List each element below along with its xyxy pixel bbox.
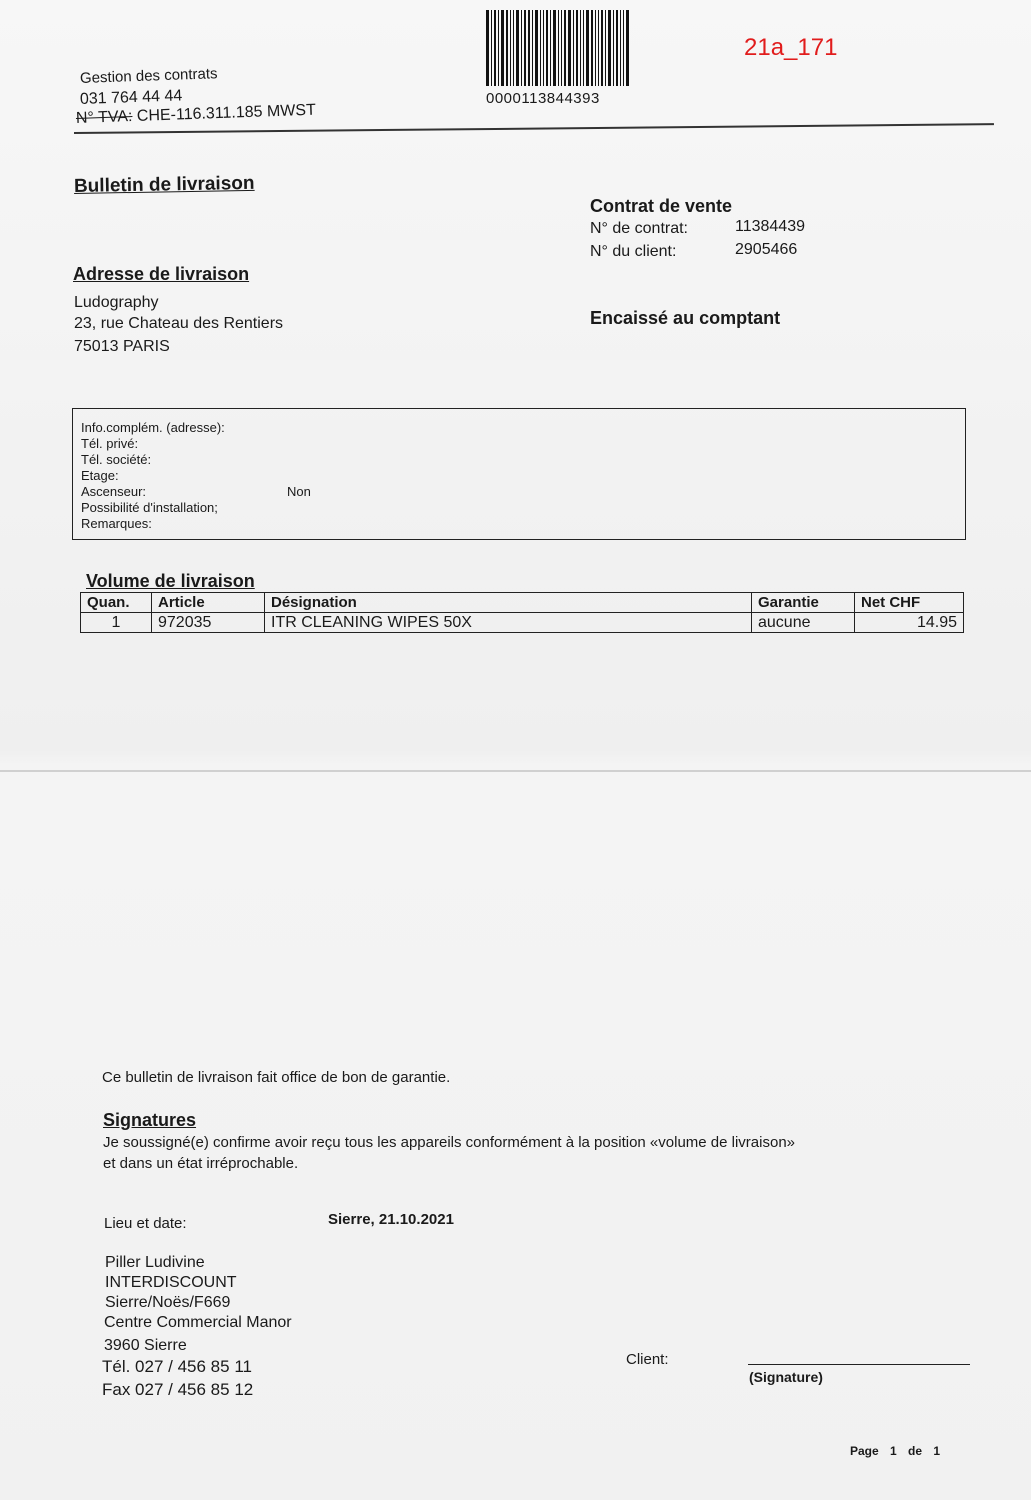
barcode-bar xyxy=(605,10,606,86)
barcode-bar xyxy=(586,10,589,86)
col-quantity: Quan. xyxy=(81,593,152,613)
cell-quantity: 1 xyxy=(81,613,152,633)
barcode-bar xyxy=(558,10,559,86)
barcode-bar xyxy=(532,10,533,86)
tel-company-label: Tél. société: xyxy=(81,452,152,467)
barcode-bar xyxy=(616,10,618,86)
barcode-bar xyxy=(543,10,544,86)
delivery-address-heading: Adresse de livraison xyxy=(73,264,250,284)
barcode-bar xyxy=(528,10,530,86)
barcode-bar xyxy=(580,10,581,86)
tva-label: N° TVA: xyxy=(75,108,133,127)
col-guarantee: Garantie xyxy=(752,593,855,613)
floor-label: Etage: xyxy=(81,468,119,483)
remarks-label: Remarques: xyxy=(81,516,152,531)
barcode-bar xyxy=(513,10,514,86)
barcode-bar xyxy=(535,10,538,86)
payment-status: Encaissé au comptant xyxy=(590,308,781,328)
fold-line xyxy=(0,770,1031,772)
client-signature-label: Client: xyxy=(626,1351,669,1368)
barcode-bar xyxy=(626,10,629,86)
seller-name: Piller Ludivine xyxy=(105,1254,205,1271)
col-article: Article xyxy=(152,593,265,613)
barcode-bar xyxy=(550,10,551,86)
place-date-value: Sierre, 21.10.2021 xyxy=(328,1211,454,1228)
barcode-bar xyxy=(546,10,548,86)
confirm-line-1: Je soussigné(e) confirme avoir reçu tous les appareils conformément à la position «volume de livraison» xyxy=(103,1134,796,1151)
barcode-bar xyxy=(573,10,574,86)
header-phone: 031 764 44 44 xyxy=(79,87,183,108)
barcode-bar xyxy=(608,10,611,86)
barcode-bar xyxy=(623,10,624,86)
store-name: INTERDISCOUNT xyxy=(105,1274,237,1291)
contract-heading: Contrat de vente xyxy=(590,196,733,216)
stamp-tag: 21a_171 xyxy=(744,34,838,61)
client-number: 2905466 xyxy=(735,241,798,258)
cell-net: 14.95 xyxy=(855,613,964,633)
client-number-label: N° du client: xyxy=(590,243,677,260)
barcode-bar xyxy=(540,10,541,86)
install-label: Possibilité d'installation; xyxy=(81,500,218,515)
contract-number: 11384439 xyxy=(735,218,805,235)
signature-line xyxy=(748,1364,970,1365)
info-address-label: Info.complém. (adresse): xyxy=(81,420,225,435)
elevator-label: Ascenseur: xyxy=(81,484,147,499)
barcode-bar xyxy=(591,10,593,86)
barcode-bar xyxy=(498,10,499,86)
barcode-bar xyxy=(601,10,603,86)
header-rule xyxy=(74,123,994,134)
place-date-label: Lieu et date: xyxy=(104,1215,187,1232)
store-fax: Fax 027 / 456 85 12 xyxy=(102,1380,254,1399)
tel-private-label: Tél. privé: xyxy=(81,436,139,451)
barcode-bar xyxy=(620,10,621,86)
confirm-line-2: et dans un état irréprochable. xyxy=(103,1155,299,1172)
barcode-bar xyxy=(506,10,508,86)
tva-value: CHE-116.311.185 MWST xyxy=(136,101,317,125)
delivery-name: Ludography xyxy=(74,294,159,311)
store-zip-city: 3960 Sierre xyxy=(104,1337,187,1354)
delivery-city: 75013 PARIS xyxy=(74,338,170,355)
barcode-number: 0000113844393 xyxy=(486,90,600,107)
barcode xyxy=(486,10,656,86)
barcode-bar xyxy=(561,10,562,86)
barcode-bar xyxy=(486,10,489,86)
delivery-street: 23, rue Chateau des Rentiers xyxy=(74,315,284,332)
contract-number-label: N° de contrat: xyxy=(590,220,688,237)
header-dept: Gestion des contrats xyxy=(79,65,218,87)
barcode-bar xyxy=(595,10,596,86)
items-table xyxy=(80,592,964,633)
info-box xyxy=(72,408,966,540)
barcode-bar xyxy=(491,10,492,86)
volume-heading: Volume de livraison xyxy=(86,571,255,591)
signature-caption: (Signature) xyxy=(749,1369,823,1385)
cell-guarantee: aucune xyxy=(752,613,855,633)
table-row xyxy=(81,613,964,633)
barcode-bar xyxy=(568,10,571,86)
elevator-value: Non xyxy=(287,484,311,499)
cell-designation: ITR CLEANING WIPES 50X xyxy=(265,613,752,633)
barcode-bar xyxy=(598,10,599,86)
warranty-note: Ce bulletin de livraison fait office de bon de garantie. xyxy=(102,1069,451,1086)
store-code: Sierre/Noës/F669 xyxy=(105,1294,231,1311)
barcode-bar xyxy=(613,10,614,86)
barcode-bar xyxy=(564,10,566,86)
barcode-bar xyxy=(553,10,556,86)
store-centre: Centre Commercial Manor xyxy=(104,1314,292,1331)
barcode-bar xyxy=(510,10,511,86)
barcode-bar xyxy=(524,10,526,86)
document-title: Bulletin de livraison xyxy=(73,172,255,197)
barcode-bar xyxy=(501,10,504,86)
store-tel: Tél. 027 / 456 85 11 xyxy=(102,1357,252,1376)
barcode-bar xyxy=(583,10,584,86)
col-designation: Désignation xyxy=(265,593,752,613)
signatures-heading: Signatures xyxy=(103,1110,197,1130)
barcode-bar xyxy=(521,10,522,86)
barcode-bar xyxy=(576,10,578,86)
barcode-bar xyxy=(494,10,496,86)
barcode-bar xyxy=(516,10,519,86)
table-header-row xyxy=(81,593,964,613)
cell-article: 972035 xyxy=(152,613,265,633)
page-number: Page 1 de 1 xyxy=(850,1444,941,1458)
col-net-chf: Net CHF xyxy=(855,593,964,613)
